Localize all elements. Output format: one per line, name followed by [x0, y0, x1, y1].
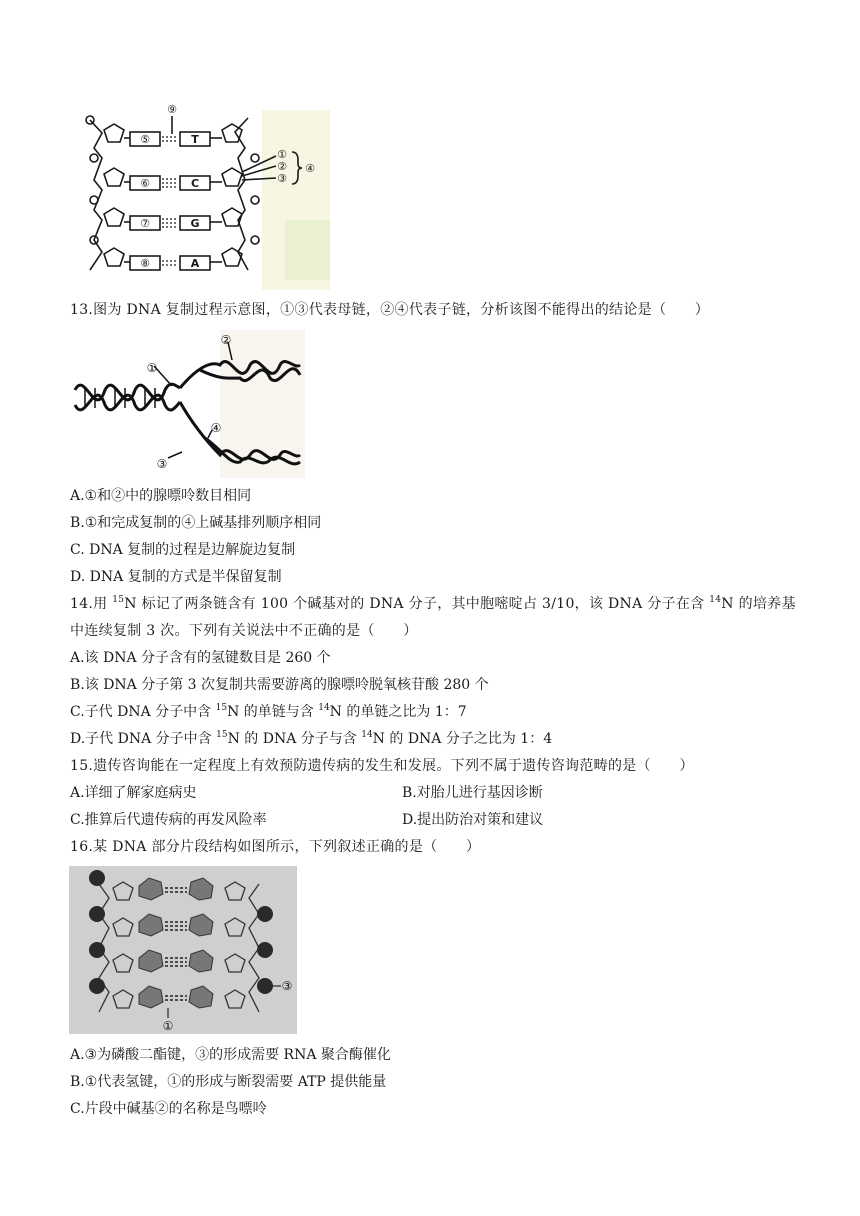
q14-option-b: B.该 DNA 分子第 3 次复制共需要游离的腺嘌呤脱氧核苷酸 280 个: [70, 677, 489, 693]
q16-option-a: A.③为磷酸二酯键，③的形成需要 RNA 聚合酶催化: [70, 1047, 391, 1063]
q16-label-1: ①: [162, 1019, 174, 1033]
q14-stem-line2: 中连续复制 3 次。下列有关说法中不正确的是（ ）: [70, 623, 418, 639]
base-a: A: [190, 257, 200, 270]
q15-option-a: A.详细了解家庭病史: [70, 785, 197, 801]
label-9: ⑨: [167, 103, 177, 116]
q16-stem: 16.某 DNA 部分片段结构如图所示，下列叙述正确的是（ ）: [70, 839, 481, 855]
q13-option-b: B.①和完成复制的④上碱基排列顺序相同: [70, 515, 322, 531]
q13-label-2: ②: [220, 333, 232, 347]
label-2: ②: [277, 160, 287, 173]
label-1: ①: [277, 148, 287, 161]
q14-option-c: C.子代 DNA 分子中含 $^{15}$N 的单链与含 $^{14}$N 的单链之比为 1：7: [70, 703, 467, 720]
q13-label-4: ④: [210, 421, 222, 435]
q15-stem: 15.遗传咨询能在一定程度上有效预防遗传病的发生和发展。下列不属于遗传咨询范畴的是（ ）: [70, 758, 694, 774]
q14-option-a: A.该 DNA 分子含有的氢键数目是 260 个: [70, 650, 331, 666]
label-8: ⑧: [140, 257, 150, 270]
dna-replication-figure: [70, 330, 305, 478]
q15-option-d: D.提出防治对策和建议: [402, 812, 544, 828]
q15-option-b: B.对胎儿进行基因诊断: [402, 785, 543, 801]
q13-label-3: ③: [156, 457, 168, 471]
base-t: T: [191, 133, 199, 146]
q16-label-3: ③: [281, 979, 293, 993]
label-7: ⑦: [140, 217, 150, 230]
q14-option-d: D.子代 DNA 分子中含 $^{15}$N 的 DNA 分子与含 $^{14}$N 的 DNA 分子之比为 1：4: [70, 730, 553, 747]
label-5: ⑤: [140, 133, 150, 146]
label-6: ⑥: [140, 177, 150, 190]
q13-stem: 13.图为 DNA 复制过程示意图，①③代表母链，②④代表子链，分析该图不能得出的结论是（ ）: [70, 302, 710, 318]
q15-option-c: C.推算后代遗传病的再发风险率: [70, 812, 267, 828]
dna-structure-figure: [80, 100, 330, 290]
base-c: C: [190, 177, 200, 190]
dna-fragment-figure: [69, 866, 297, 1034]
base-g: G: [190, 217, 200, 230]
label-3: ③: [277, 172, 287, 185]
q14-stem-line1: 14.用 $^{15}$N 标记了两条链含有 100 个碱基对的 DNA 分子，其中胞嘧啶占 3/10，该 DNA 分子在含 $^{14}$N 的培养基: [70, 595, 796, 612]
label-4: ④: [305, 162, 315, 175]
q16-option-c: C.片段中碱基②的名称是鸟嘌呤: [70, 1101, 267, 1117]
q16-option-b: B.①代表氢键，①的形成与断裂需要 ATP 提供能量: [70, 1074, 387, 1090]
q13-option-c: C. DNA 复制的过程是边解旋边复制: [70, 542, 296, 558]
q13-label-1: ①: [146, 361, 158, 375]
q13-option-d: D. DNA 复制的方式是半保留复制: [70, 569, 282, 585]
q13-option-a: A.①和②中的腺嘌呤数目相同: [70, 488, 252, 504]
